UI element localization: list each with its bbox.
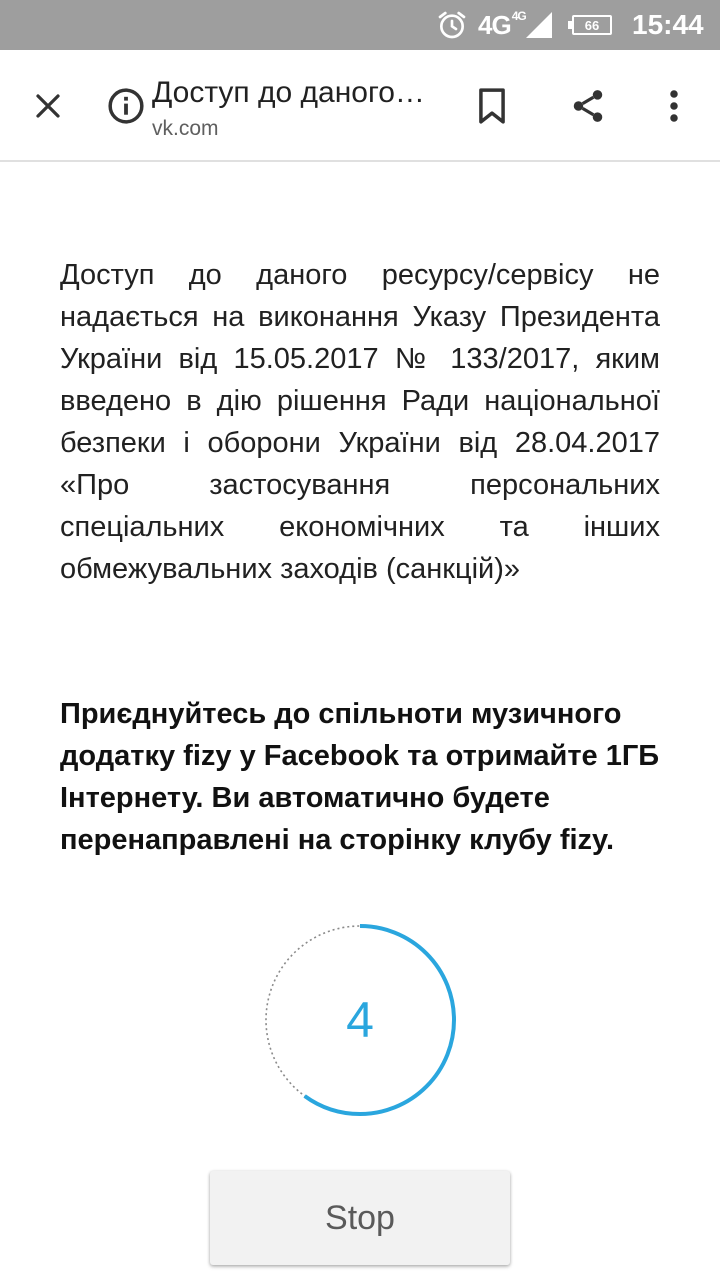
signal-icon — [524, 0, 554, 50]
page-title: Доступ до даного… — [152, 76, 425, 109]
stop-button[interactable]: Stop — [210, 1171, 510, 1265]
alarm-clock-icon — [436, 0, 468, 50]
block-notice: Доступ до даного ресурсу/сервісу не надається на виконання Указу Президента України від 15.05.2017 № 133/2017, яким введено в дію рішення Ради національної безпеки і оборони України від 28.04.2017 «Про застосування персональних спеціальних економічних та інших обмежувальних заходів (санкцій)» — [60, 259, 660, 585]
clock: 15:44 — [632, 9, 704, 40]
battery-level: 66 — [572, 15, 612, 35]
bookmark-button[interactable] — [464, 78, 520, 134]
share-icon — [569, 87, 607, 125]
network-small-label: 4G — [511, 9, 526, 23]
network-type — [478, 0, 526, 50]
page-url: vk.com — [152, 117, 219, 140]
close-button[interactable] — [20, 78, 76, 134]
more-vert-icon — [668, 87, 680, 125]
share-button[interactable] — [560, 78, 616, 134]
close-icon — [33, 91, 63, 121]
network-label: 4G — [478, 9, 511, 40]
promo-message: Приєднуйтесь до спільноти музичного додатку fizy у Facebook та отримайте 1ГБ Інтернету. Ви автоматично будете перенаправлені на сторінку клубу fizy. — [60, 698, 660, 856]
countdown-value: 4 — [346, 992, 374, 1048]
browser-toolbar — [0, 50, 720, 162]
battery-icon — [572, 0, 616, 50]
more-options-button[interactable] — [646, 78, 702, 134]
countdown-timer — [262, 922, 458, 1118]
info-icon — [107, 87, 145, 125]
status-bar — [0, 0, 720, 50]
site-info-button[interactable] — [98, 78, 154, 134]
bookmark-icon — [475, 87, 509, 125]
